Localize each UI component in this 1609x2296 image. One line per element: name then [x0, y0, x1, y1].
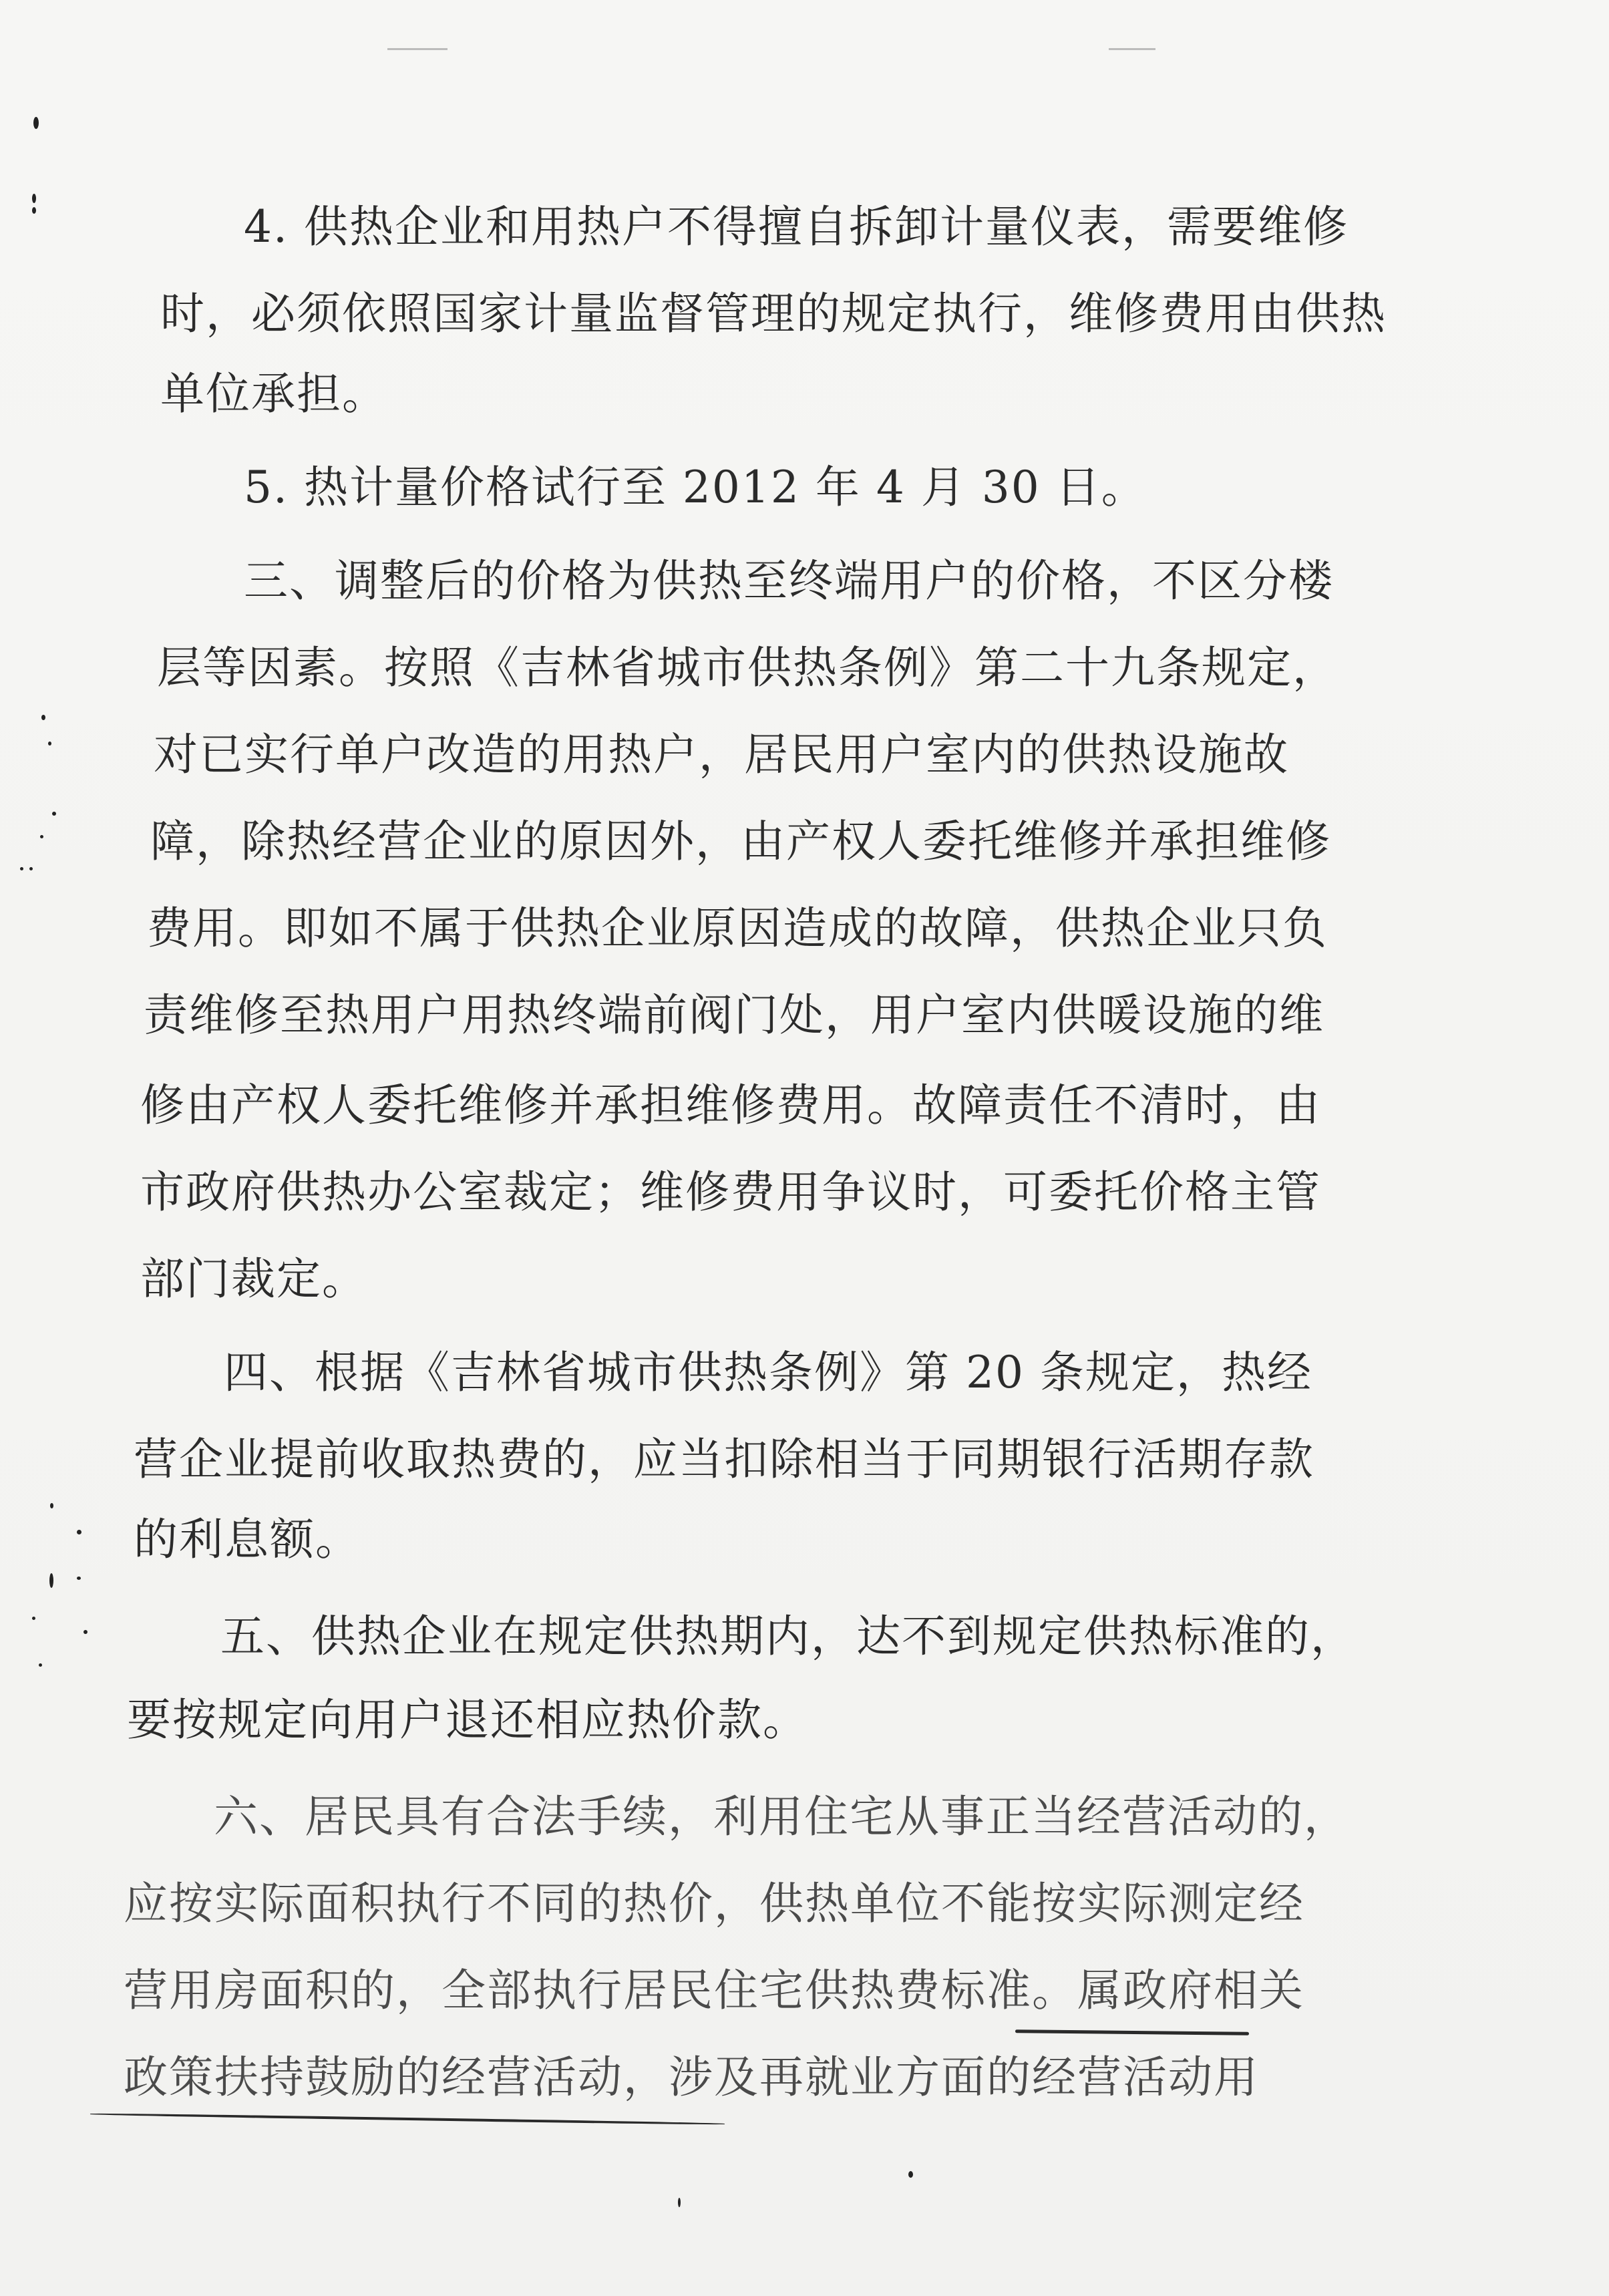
scan-speck — [32, 207, 36, 214]
scan-speck — [50, 1503, 53, 1508]
scan-speck — [40, 835, 43, 838]
paragraph-4-line-1: 4. 供热企业和用热户不得擅自拆卸计量仪表，需要维修 — [244, 201, 1349, 253]
paragraph-san-line-2: 层等因素。按照《吉林省城市供热条例》第二十九条规定， — [157, 642, 1338, 693]
paragraph-san-line-6: 责维修至热用户用热终端前阀门处，用户室内供暖设施的维 — [144, 989, 1324, 1041]
scan-speck — [41, 715, 45, 720]
paragraph-liu-line-1: 六、居民具有合法手续，利用住宅从事正当经营活动的， — [214, 1791, 1349, 1842]
paragraph-5-line-1: 5. 热计量价格试行至 2012 年 4 月 30 日。 — [244, 462, 1147, 513]
scan-speck — [20, 867, 23, 870]
paragraph-wu-line-1: 五、供热企业在规定供热期内，达不到规定供热标准的， — [220, 1611, 1356, 1662]
scan-speck — [48, 742, 51, 746]
scan-speck — [33, 117, 39, 129]
paragraph-si-line-3: 的利息额。 — [134, 1514, 361, 1565]
scan-speck — [77, 1530, 81, 1534]
scan-speck — [52, 812, 56, 816]
scan-speck — [39, 1663, 42, 1667]
scan-speck — [77, 1577, 81, 1580]
hand-underline — [1015, 2029, 1249, 2035]
scan-speck — [678, 2198, 681, 2207]
paragraph-4-line-2: 时，必须依照国家计量监督管理的规定执行，维修费用由供热 — [160, 288, 1387, 339]
hand-underline — [90, 2113, 725, 2126]
scan-speck — [49, 1573, 53, 1588]
scan-speck — [908, 2171, 913, 2178]
paragraph-san-line-9: 部门裁定。 — [140, 1253, 367, 1305]
paragraph-si-line-2: 营企业提前收取热费的，应当扣除相当于同期银行活期存款 — [134, 1434, 1314, 1485]
paragraph-liu-line-3: 营用房面积的，全部执行居民住宅供热费标准。属政府相关 — [124, 1965, 1304, 2016]
paragraph-liu-line-4: 政策扶持鼓励的经营活动，涉及再就业方面的经营活动用 — [124, 2052, 1259, 2103]
scan-speck — [83, 1630, 87, 1634]
scan-artifact — [1109, 48, 1155, 50]
scan-artifact — [387, 48, 448, 50]
paragraph-san-line-5: 费用。即如不属于供热企业原因造成的故障，供热企业只负 — [147, 903, 1328, 954]
scan-speck — [32, 1617, 35, 1620]
paragraph-si-line-1: 四、根据《吉林省城市供热条例》第 20 条规定，热经 — [224, 1347, 1312, 1398]
paragraph-wu-line-2: 要按规定向用户退还相应热价款。 — [127, 1694, 808, 1746]
paragraph-4-line-3: 单位承担。 — [160, 368, 387, 420]
scan-speck — [29, 867, 33, 870]
paragraph-san-line-1: 三、调整后的价格为供热至终端用户的价格，不区分楼 — [244, 555, 1334, 607]
paragraph-san-line-3: 对已实行单户改造的用热户，居民用户室内的供热设施故 — [154, 729, 1289, 780]
paragraph-san-line-7: 修由产权人委托维修并承担维修费用。故障责任不清时，由 — [140, 1080, 1321, 1131]
scan-speck — [32, 194, 36, 203]
paragraph-san-line-4: 障，除热经营企业的原因外，由产权人委托维修并承担维修 — [150, 816, 1331, 867]
paragraph-san-line-8: 市政府供热办公室裁定；维修费用争议时，可委托价格主管 — [140, 1166, 1321, 1218]
paragraph-liu-line-2: 应按实际面积执行不同的热价，供热单位不能按实际测定经 — [124, 1878, 1304, 1929]
